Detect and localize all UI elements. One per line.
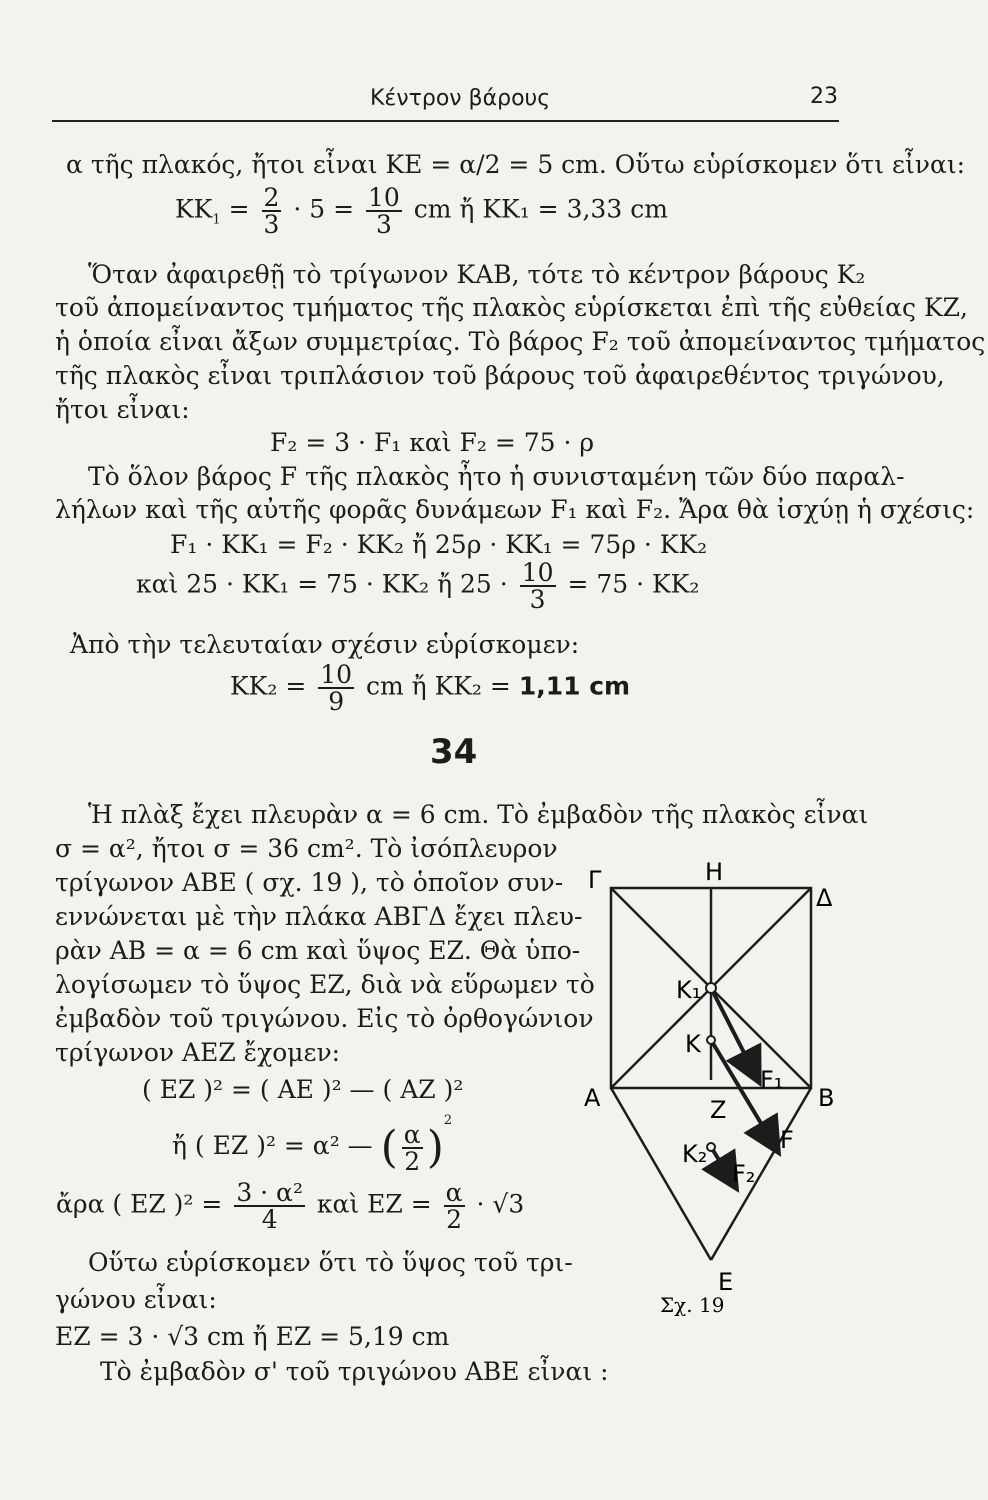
fraction-denominator: 3: [529, 585, 546, 614]
text-line: ἡ ὁποία εἶναι ἄξων συμμετρίας. Τὸ βάρος F₂ τοῦ ἀπομείναντος τμήματος: [55, 327, 986, 356]
equation-ez-value: ΕΖ = 3 · √3 cm ἤ ΕΖ = 5,19 cm: [55, 1322, 450, 1351]
eq-left: ΚΚ₂ =: [230, 671, 307, 701]
fraction-denominator: 9: [328, 687, 345, 716]
eq-rest: cm ἤ ΚΚ₁ = 3,33 cm: [413, 194, 668, 224]
paren-left: (: [380, 1122, 398, 1173]
fraction: [520, 560, 556, 612]
label-k: Κ: [685, 1030, 701, 1058]
text-line: λογίσωμεν τὸ ὕψος ΕΖ, διὰ νὰ εὕρωμεν τὸ: [55, 970, 595, 999]
force-arrow-f1: [711, 988, 758, 1080]
label-f1: F₁: [760, 1066, 784, 1094]
equation-moments: F₁ · ΚΚ₁ = F₂ · ΚΚ₂ ἤ 25ρ · ΚΚ₁ = 75ρ · ΚΚ₂: [170, 530, 708, 559]
label-z: Ζ: [710, 1096, 727, 1124]
fraction-denominator: 4: [261, 1205, 278, 1234]
text-line: Ἡ πλὰξ ἔχει πλευρὰν α = 6 cm. Τὸ ἐμβαδὸν τῆς πλακὸς εἶναι: [88, 800, 869, 829]
equation-pythagoras: ( ΕΖ )² = ( ΑΕ )² — ( ΑΖ )²: [142, 1075, 464, 1104]
fraction-numerator: 10: [521, 558, 554, 587]
fraction-denominator: 2: [404, 1146, 421, 1176]
text-line: τῆς πλακὸς εἶναι τριπλάσιον τοῦ βάρους τοῦ ἀφαιρεθέντος τριγώνου,: [55, 361, 945, 390]
fraction: [262, 185, 282, 237]
eq-middle: · 5 =: [293, 194, 355, 224]
problem-number: 34: [430, 732, 478, 772]
text-line: γώνου εἶναι:: [55, 1285, 217, 1314]
triangle-side-ae: [611, 1088, 711, 1260]
equation-ez-result: [56, 1180, 524, 1232]
eq-right: · √3: [476, 1189, 525, 1219]
label-k1: Κ₁: [676, 976, 702, 1004]
equation-moments-2: [136, 560, 699, 612]
text-line: τοῦ ἀπομείναντος τμήματος τῆς πλακὸς εὑρίσκεται ἐπὶ τῆς εὐθείας ΚΖ,: [55, 293, 968, 322]
eq-middle: καὶ ΕΖ =: [316, 1189, 432, 1219]
text-line: Ὅταν ἀφαιρεθῇ τὸ τρίγωνον ΚΑΒ, τότε τὸ κέντρον βάρους Κ₂: [88, 260, 866, 289]
fraction: [234, 1180, 305, 1232]
running-header-title: Κέντρον βάρους: [370, 86, 551, 111]
fraction: [444, 1180, 465, 1232]
fraction: [402, 1119, 423, 1176]
fraction-numerator: 10: [320, 660, 353, 689]
fraction-denominator: 2: [446, 1205, 463, 1234]
text-line: ἤτοι εἶναι:: [55, 395, 190, 424]
fraction-numerator: α: [445, 1178, 463, 1207]
fraction-numerator: 2: [263, 183, 280, 212]
fraction: [366, 185, 402, 237]
eq-subscript: 1: [212, 212, 221, 228]
text-line: Τὸ ὅλον βάρος F τῆς πλακὸς ἦτο ἡ συνισταμένη τῶν δύο παραλ-: [88, 462, 905, 491]
point-k: [707, 1036, 715, 1044]
text-line: ρὰν ΑΒ = α = 6 cm καὶ ὕψος ΕΖ. Θὰ ὑπο-: [55, 936, 581, 965]
header-rule: [52, 120, 839, 122]
label-f: F: [780, 1126, 794, 1154]
label-k2: Κ₂: [682, 1140, 708, 1168]
text-line: ἐμβαδὸν τοῦ τριγώνου. Εἰς τὸ ὀρθογώνιον: [55, 1004, 594, 1033]
label-delta: Δ: [816, 884, 833, 912]
eq-result: 1,11 cm: [518, 671, 631, 701]
eq-left: ἄρα ( ΕΖ )² =: [56, 1189, 223, 1219]
label-gamma: Γ: [588, 866, 602, 894]
text-line: Οὕτω εὑρίσκομεν ὅτι τὸ ὕψος τοῦ τρι-: [88, 1248, 573, 1277]
fraction-denominator: 3: [375, 210, 392, 239]
point-k2: [707, 1143, 715, 1151]
text-line: α τῆς πλακός, ἤτοι εἶναι ΚΕ = α/2 = 5 cm. Οὕτω εὑρίσκομεν ὅτι εἶναι:: [66, 150, 966, 179]
eq-kk-symbol: ΚΚ: [175, 194, 213, 224]
text-line: Ἀπὸ τὴν τελευταίαν σχέσιν εὑρίσκομεν:: [70, 630, 580, 659]
figure-19: [570, 850, 840, 1320]
fraction-numerator: 3 · α²: [236, 1178, 303, 1207]
fraction-numerator: α: [403, 1119, 421, 1149]
paren-right: ): [426, 1122, 444, 1173]
equation-kk1: [175, 185, 668, 237]
eq-middle: cm ἤ ΚΚ₂ =: [366, 671, 511, 701]
label-a: Α: [584, 1084, 601, 1112]
eq-exponent: 2: [443, 1113, 453, 1128]
page-number: 23: [810, 84, 838, 109]
text-line: λήλων καὶ τῆς αὐτῆς φορᾶς δυνάμεων F₁ καὶ F₂. Ἄρα θὰ ἰσχύῃ ἡ σχέσις:: [55, 495, 975, 524]
fraction-denominator: 3: [263, 210, 280, 239]
figure-caption: Σχ. 19: [660, 1293, 725, 1317]
equation-ez-squared: [172, 1113, 452, 1174]
fraction: [318, 662, 354, 714]
equation-f2: F₂ = 3 · F₁ καὶ F₂ = 75 · ρ: [270, 428, 595, 457]
eq-left: ἤ ( ΕΖ )² = α² —: [172, 1131, 373, 1160]
fraction-numerator: 10: [368, 183, 400, 212]
text-line: τρίγωνον ΑΒΕ ( σχ. 19 ), τὸ ὁποῖον συν-: [55, 868, 564, 897]
label-f2: F₂: [732, 1160, 756, 1188]
text-line: τρίγωνον ΑΕΖ ἔχομεν:: [55, 1038, 341, 1067]
text-line: εννώνεται μὲ τὴν πλάκα ΑΒΓΔ ἔχει πλευ-: [55, 902, 583, 931]
eq-left: καὶ 25 · ΚΚ₁ = 75 · ΚΚ₂ ἤ 25 ·: [136, 569, 508, 599]
equation-kk2: [230, 662, 630, 714]
label-e: Ε: [718, 1268, 734, 1296]
label-h: Η: [705, 858, 724, 886]
eq-right: = 75 · ΚΚ₂: [567, 569, 700, 599]
text-line: Τὸ ἐμβαδὸν σ' τοῦ τριγώνου ΑΒΕ εἶναι :: [100, 1357, 609, 1386]
point-k1: [706, 983, 716, 993]
eq-equals: =: [228, 194, 250, 224]
text-line: σ = α², ἤτοι σ = 36 cm². Τὸ ἰσόπλευρον: [55, 834, 558, 863]
label-b: Β: [818, 1084, 835, 1112]
